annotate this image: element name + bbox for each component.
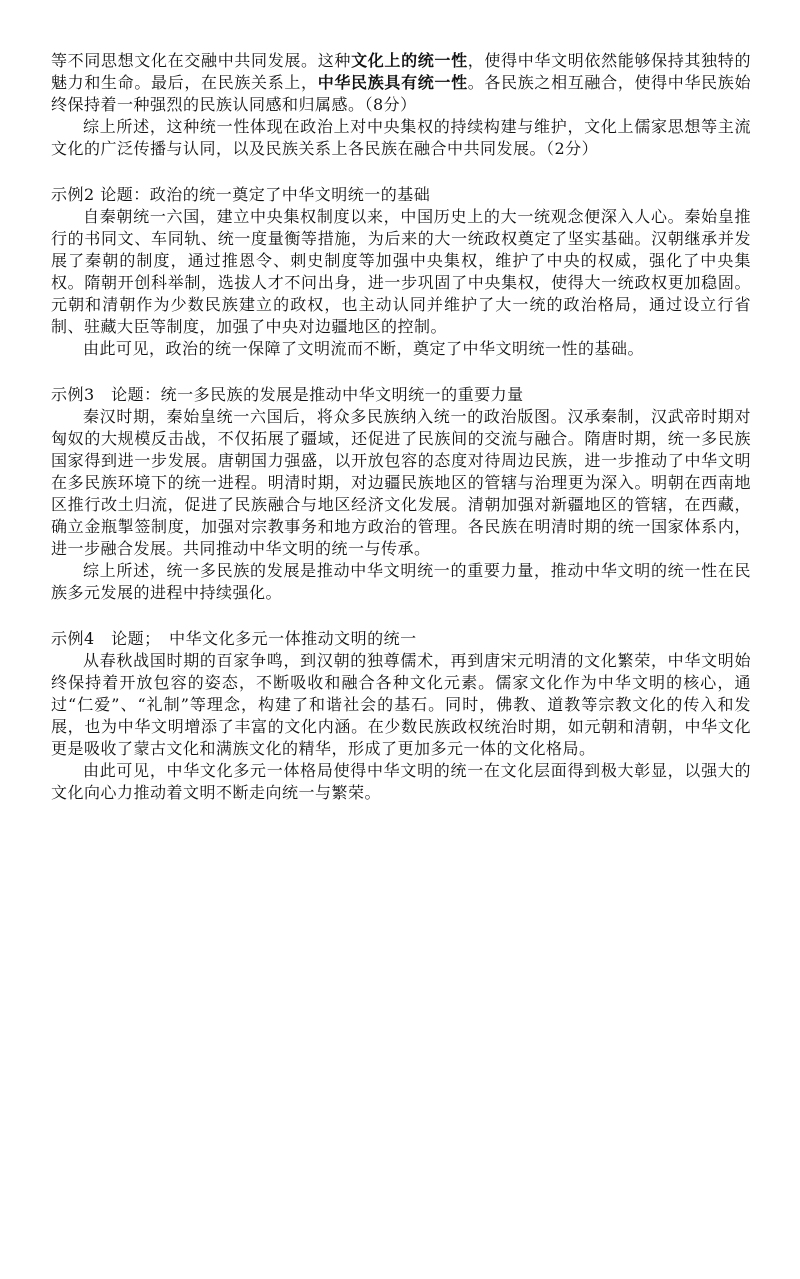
paragraph bbox=[51, 50, 751, 116]
text-run: 从春秋战国时期的百家争鸣，到汉朝的独尊儒术，再到唐宋元明清的文化繁荣，中华文明始终保持着开放包容的姿态，不断吸收和融合各种文化元素。儒家文化作为中华文明的核心，通过“仁爱”、“礼制”等理念，构建了和谐社会的基石。同时，佛教、道教等宗教文化的传入和发展，也为中华文明增添了丰富的文化内涵。在少数民族政权统治时期，如元朝和清朝，中华文化更是吸收了蒙古文化和满族文化的精华，形成了更加多元一体的文化格局。 bbox=[51, 651, 751, 758]
text-run: ，使得中华文明依然能够保持其独特的魅力和生命。最后，在民族关系上， bbox=[51, 51, 751, 92]
paragraph bbox=[51, 650, 751, 760]
bold-text: 中华民族具有统一性 bbox=[317, 73, 468, 92]
text-run: 综上所述，统一多民族的发展是推动中华文明统一的重要力量，推动中华文明的统一性在民族多元发展的进程中持续强化。 bbox=[51, 561, 751, 602]
text-run: 综上所述，这种统一性体现在政治上对中央集权的持续构建与维护，文化上儒家思想等主流文化的广泛传播与认同，以及民族关系上各民族在融合中共同发展。（2分） bbox=[51, 117, 751, 158]
paragraph bbox=[51, 760, 751, 804]
paragraph bbox=[51, 116, 751, 160]
text-run: 示例3 论题：统一多民族的发展是推动中华文明统一的重要力量 bbox=[51, 385, 524, 404]
paragraph bbox=[51, 206, 751, 338]
text-run: 由此可见，中华文化多元一体格局使得中华文明的统一在文化层面得到极大彰显，以强大的文化向心力推动着文明不断走向统一与繁荣。 bbox=[51, 761, 751, 802]
section-heading bbox=[51, 628, 751, 650]
document-content bbox=[51, 50, 751, 804]
text-run: 。各民族之相互融合，使得中华民族始终保持着一种强烈的民族认同感和归属感。（8分） bbox=[51, 73, 751, 114]
paragraph bbox=[51, 338, 751, 360]
text-run: 示例2 论题：政治的统一奠定了中华文明统一的基础 bbox=[51, 185, 431, 204]
text-run: 秦汉时期，秦始皇统一六国后，将众多民族纳入统一的政治版图。汉承秦制，汉武帝时期对匈奴的大规模反击战，不仅拓展了疆域，还促进了民族间的交流与融合。隋唐时期，统一多民族国家得到进一步发展。唐朝国力强盛，以开放包容的态度对待周边民族，进一步推动了中华文明在多民族环境下的统一进程。明清时期，对边疆民族地区的管辖与治理更为深入。明朝在西南地区推行改土归流，促进了民族融合与地区经济文化发展。清朝加强对新疆地区的管辖，在西藏，确立金瓶掣签制度，加强对宗教事务和地方政治的管理。各民族在明清时期的统一国家体系内，进一步融合发展。共同推动中华文明的统一与传承。 bbox=[51, 407, 751, 558]
text-run: 等不同思想文化在交融中共同发展。这种 bbox=[51, 51, 352, 70]
paragraph bbox=[51, 560, 751, 604]
text-run: 由此可见，政治的统一保障了文明流而不断，奠定了中华文明统一性的基础。 bbox=[83, 339, 645, 358]
text-run: 自秦朝统一六国，建立中央集权制度以来，中国历史上的大一统观念便深入人心。秦始皇推行的书同文、车同轨、统一度量衡等措施，为后来的大一统政权奠定了坚实基础。汉朝继承并发展了秦朝的制度，通过推恩令、刺史制度等加强中央集权，维护了中央的权威，强化了中央集权。隋朝开创科举制，选拔人才不问出身，进一步巩固了中央集权，使得大一统政权更加稳固。元朝和清朝作为少数民族建立的政权，也主动认同并维护了大一统的政治格局，通过设立行省制、驻藏大臣等制度，加强了中央对边疆地区的控制。 bbox=[51, 207, 751, 336]
paragraph bbox=[51, 406, 751, 560]
section-heading bbox=[51, 184, 751, 206]
text-run: 示例4 论题； 中华文化多元一体推动文明的统一 bbox=[51, 629, 417, 648]
section-heading bbox=[51, 384, 751, 406]
bold-text: 文化上的统一性 bbox=[351, 51, 468, 70]
